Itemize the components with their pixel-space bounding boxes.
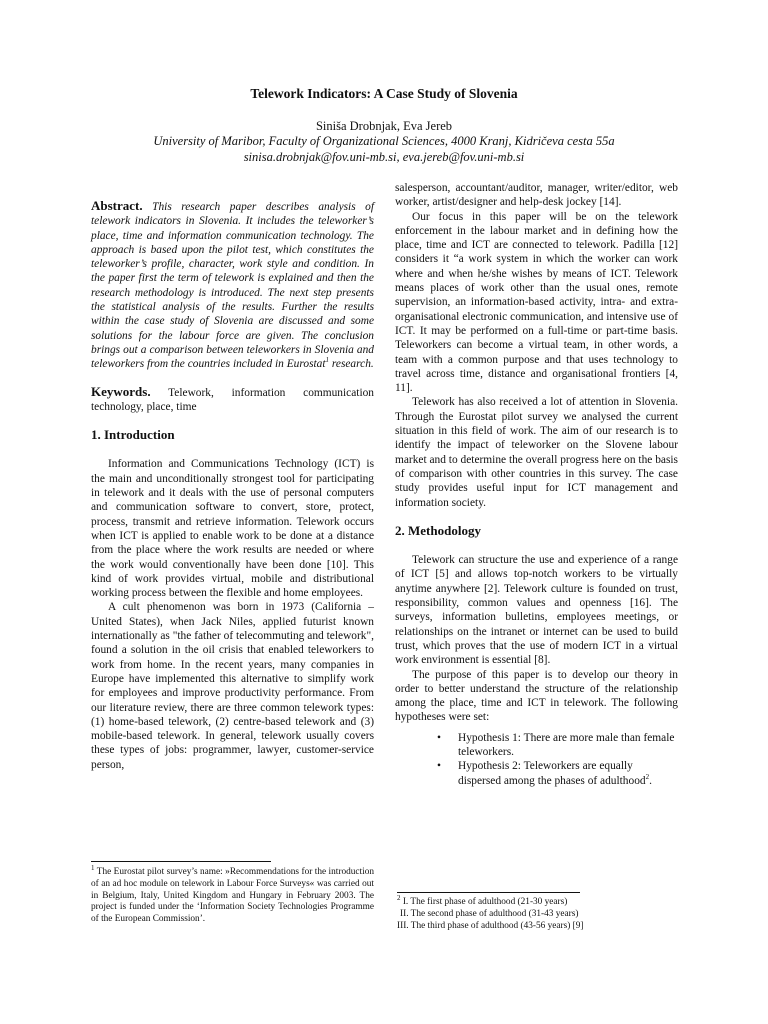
abstract-text: This research paper describes analysis of telework indicators in Slovenia. It includes the teleworker’s place, time and information communication technology. The approach is based upon the pilot test, which constitutes the teleworker’s profile, character, work style and condition. In the paper first the term of telework is explained and then the research methodology is introduced. The next step presents the statistical analysis of the results. Further the results within the case study of Slovenia are discussed and some solutions for the labour force are given. The conclusion brings out a comparison between teleworkers in Slovenia and teleworkers from the countries included in Eurostat xyxy=(91,201,374,371)
intro-paragraph-2-continued: salesperson, accountant/auditor, manager, writer/editor, web worker, artist/designer and help-desk jockey [14]. xyxy=(395,182,678,209)
method-paragraph-2: The purpose of this paper is to develop our theory in order to better understand the structure of the relationship among the place, time and ICT in telework. The following hypotheses were set: xyxy=(395,668,678,724)
keywords xyxy=(91,385,374,415)
paper-title: Telework Indicators: A Case Study of Slovenia xyxy=(250,86,518,101)
footnote-rule-right xyxy=(397,892,580,893)
abstract xyxy=(91,199,374,372)
bullet-icon: • xyxy=(437,731,441,744)
paper-authors: Siniša Drobnjak, Eva Jereb xyxy=(315,119,453,133)
footnote-2-line-2: II. The second phase of adulthood (31-43 years) xyxy=(400,908,579,919)
list-item xyxy=(395,759,678,788)
intro-paragraph-1: Information and Communications Technology (ICT) is the main and unconditionally strongest tool for participating in telework and it deals with the use of personal computers and communication software to convert, store, protect, process, transmit and retrieve information. Telework occurs when ICT is applied to enable work to be done at a distance from the place where the work results are needed or where the work would conventionally have been done [10]. This kind of work provides virtual, mobile and distributional working process between the flexible and home employees. xyxy=(91,458,374,600)
footnote-2-line-3: III. The third phase of adulthood (43-56 years) [9] xyxy=(397,920,584,931)
keywords-text: Telework, information communication technology, place, time xyxy=(91,386,374,413)
paper-affiliation: University of Maribor, Faculty of Organizational Sciences, 4000 Kranj, Kidričeva cesta 55a xyxy=(153,134,615,148)
hypothesis-2: Hypothesis 2: Teleworkers are equally dispersed among the phases of adulthood xyxy=(458,760,646,787)
right-column xyxy=(395,181,678,788)
bullet-icon: • xyxy=(437,760,441,773)
hypotheses-list xyxy=(395,731,678,788)
method-paragraph-1: Telework can structure the use and experience of a range of ICT [5] and allows top-notch workers to be virtually anytime anywhere [2]. Telework culture is founded on trust, responsibility, common values and openness [16]. The surveys, information bulletins, employees meetings, or relationships on the intranet or internet can be used to build trust, which proves that the use of modern ICT in a virtual work environment is essential [8]. xyxy=(395,554,678,667)
intro-paragraph-3: Our focus in this paper will be on the telework enforcement in the labour market and in defining how the place, time and ICT are connected to telework. Padilla [12] considers it “a work system in which the worker can work where and when he/she wishes by means of ICT. Telework means places of work other than the usual ones, remote supervision, an information-based activity, intra- and extra-organisational electronic communication, and intensive use of ICT. It may be performed on a full-time or part-time basis. Teleworkers can become a virtual team, in other words, a team with a common purpose and that uses technology to travel across time, distance and organisational frontiers [4, 11]. xyxy=(395,210,678,395)
footnote-1 xyxy=(91,863,374,926)
hypothesis-2-end: . xyxy=(649,774,652,787)
section-heading-introduction: 1. Introduction xyxy=(91,427,175,443)
paper-emails: sinisa.drobnjak@fov.uni-mb.si, eva.jereb@fov.uni-mb.si xyxy=(243,150,525,164)
list-item xyxy=(395,731,678,760)
footnote-ref-2: 2 xyxy=(645,772,650,781)
abstract-text-end: research. xyxy=(329,358,374,371)
footnote-ref-1: 1 xyxy=(325,356,330,365)
hypothesis-1: Hypothesis 1: There are more male than female teleworkers. xyxy=(458,731,675,758)
footnote-2-number: 2 xyxy=(397,893,401,902)
footnote-rule-left xyxy=(91,861,271,862)
footnote-2-line-1: I. The first phase of adulthood (21-30 years) xyxy=(400,897,568,907)
intro-paragraph-4: Telework has also received a lot of attention in Slovenia. Through the Eurostat pilot survey we analysed the current situation in this field of work. The aim of our research is to identify the impact of teleworker on the Slovene labour market and to determine the overall progress here on the basis of comparison with other countries in this survey. The case study provides useful input for ICT management and information society. xyxy=(395,396,678,509)
left-column xyxy=(91,199,374,772)
keywords-label: Keywords. xyxy=(91,383,151,399)
footnote-2 xyxy=(397,893,680,932)
abstract-label: Abstract. xyxy=(91,198,143,213)
intro-paragraph-2: A cult phenomenon was born in 1973 (California – United States), when Jack Niles, applied futurist known internationally as "the father of telecommuting and telework", found a solution in the oil crisis that enabled teleworkers to work from home. In the recent years, many companies in Europe have implemented this alternative to simplify work for employees and improve productivity performance. From our literature review, there are three common telework types: (1) home-based telework, (2) centre-based telework and (3) mobile-based telework. In general, telework usually covers these types of jobs: programmer, lawyer, customer-service person, xyxy=(91,601,374,771)
section-heading-methodology: 2. Methodology xyxy=(395,522,481,538)
footnote-1-number: 1 xyxy=(91,863,95,872)
footnote-1-text: The Eurostat pilot survey’s name: »Recommendations for the introduction of an ad hoc module on telework in Labour Force Surveys« was carried out in Belgium, Italy, United Kingdom and Hungary in February 2003. The project is funded under the ‘Information Society Technologies Programme of the European Commission’. xyxy=(91,867,374,925)
